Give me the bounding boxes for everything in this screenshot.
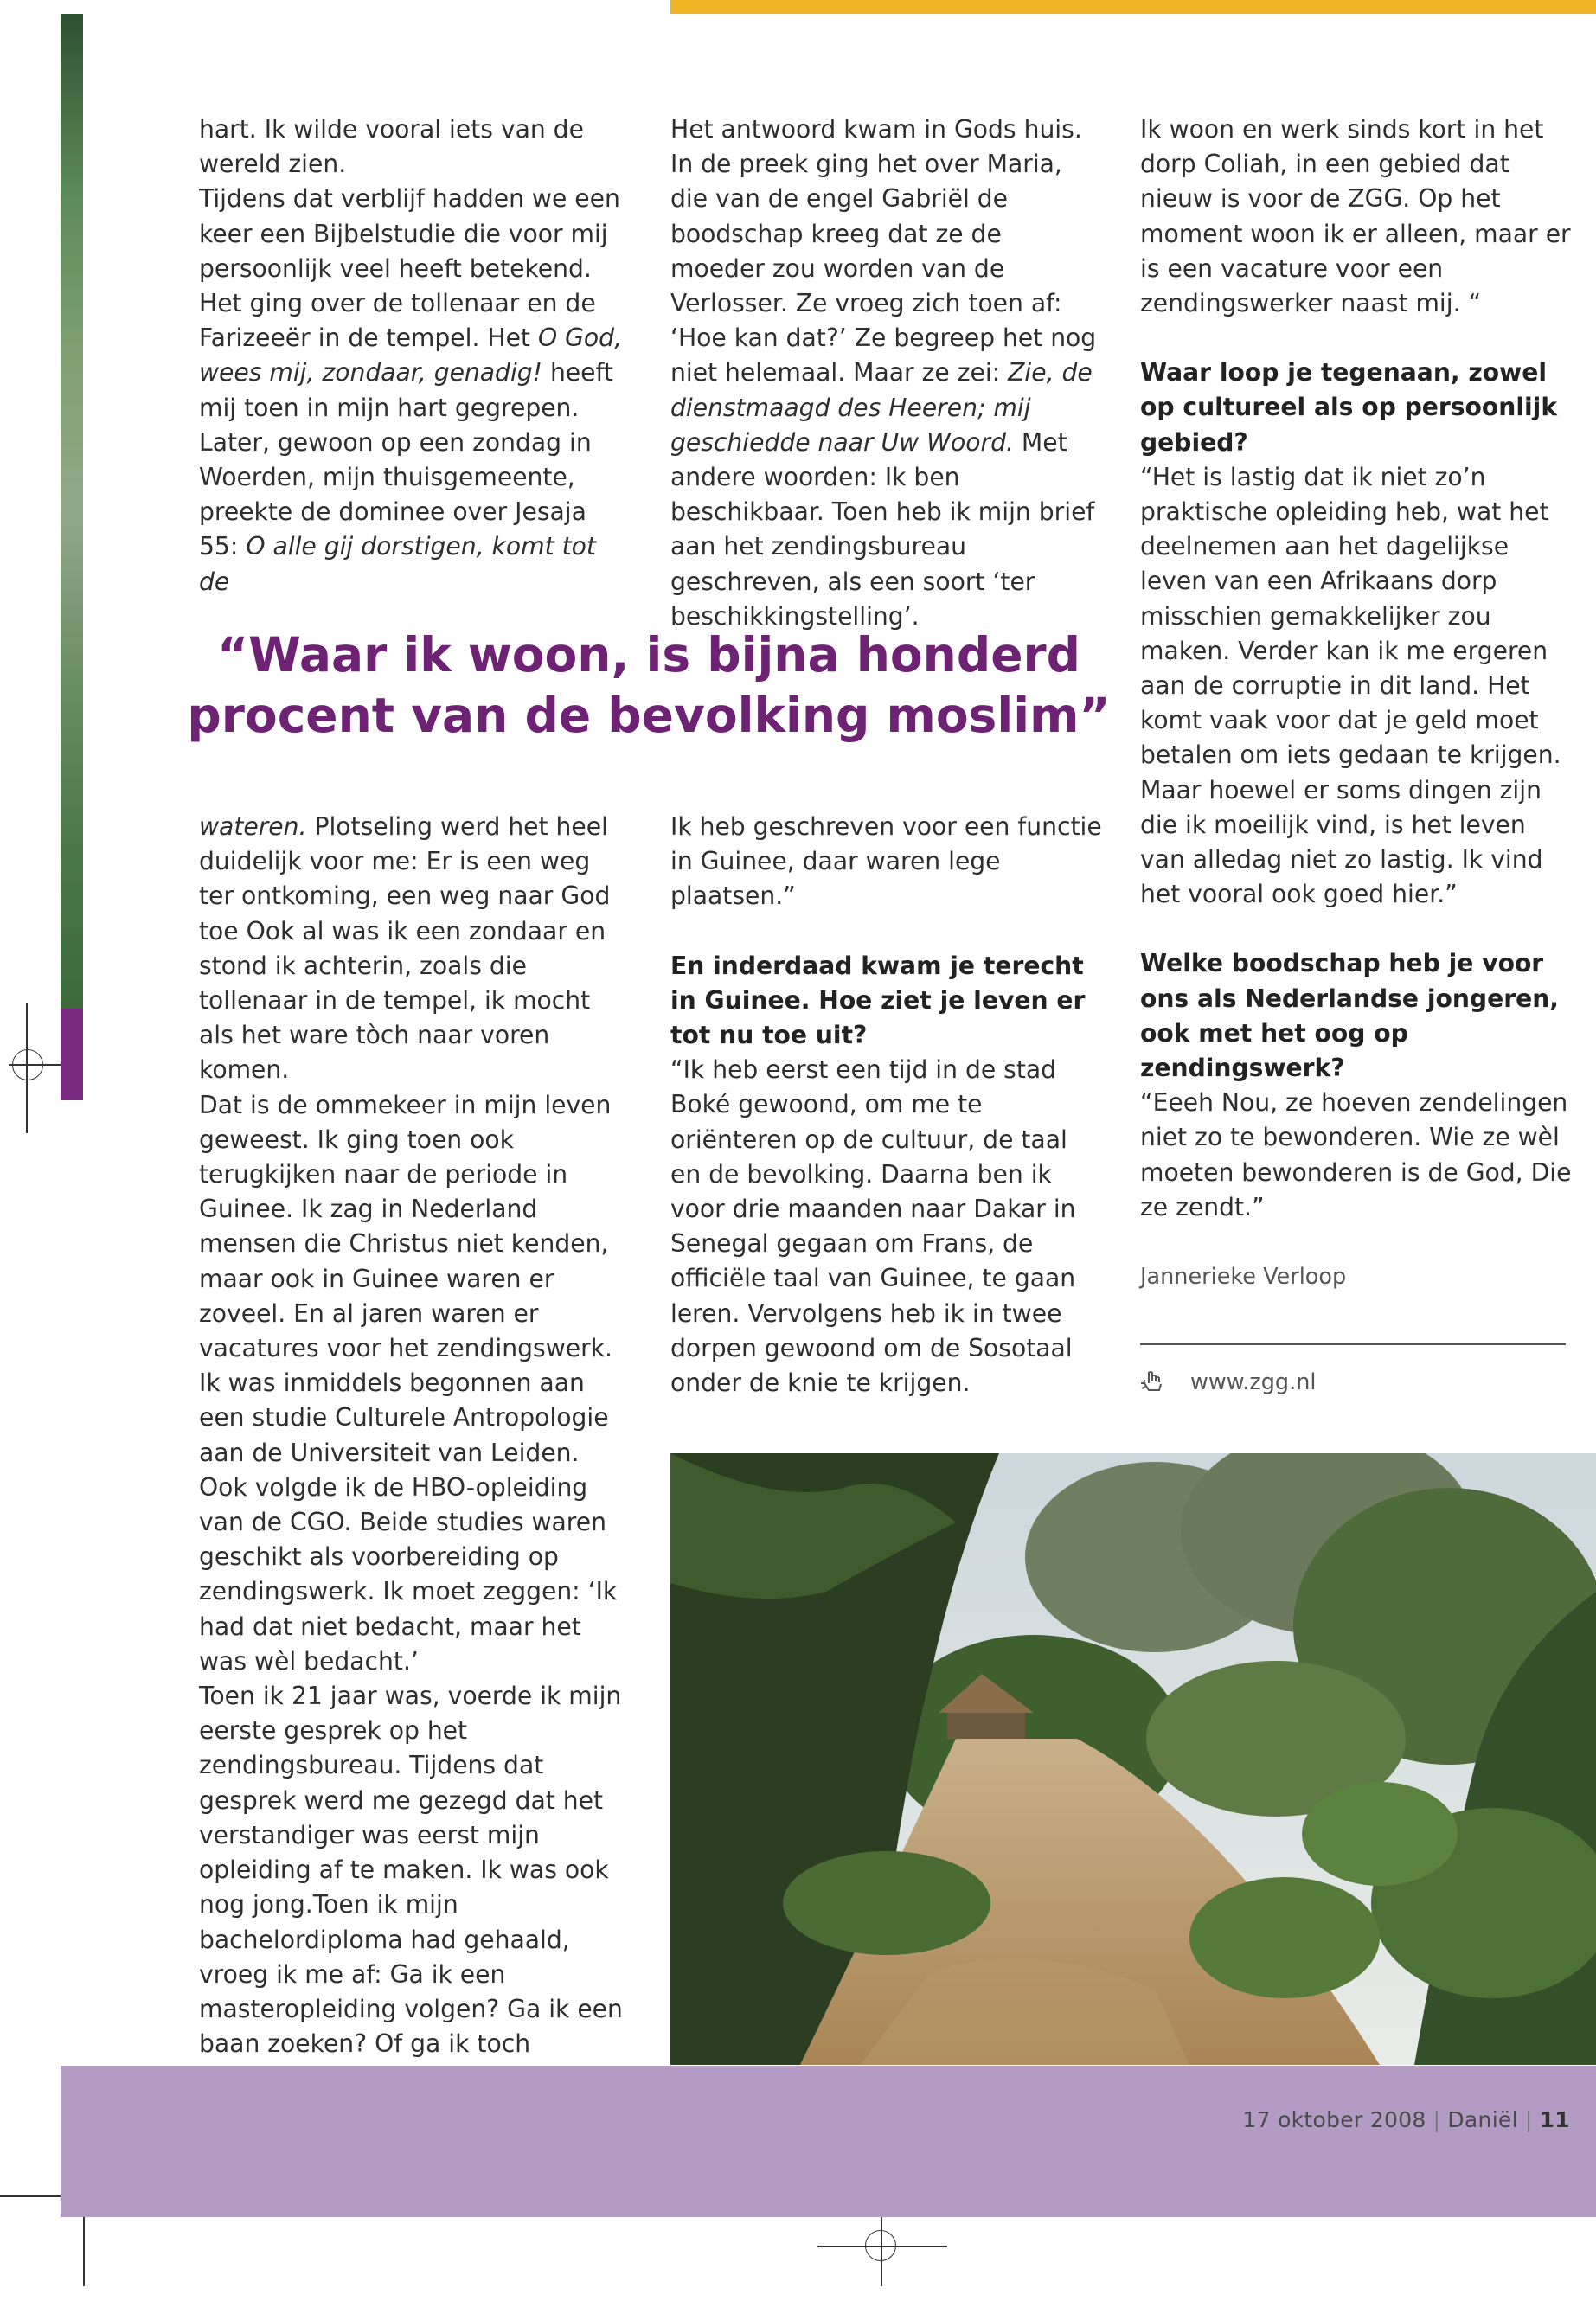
paragraph: Ik heb geschreven voor een functie in Guinee, daar waren lege plaatsen.” xyxy=(670,812,1102,911)
interview-question: Welke boodschap heb je voor ons als Nederlandse jongeren, ook met het oog op zendingswerk? xyxy=(1140,949,1560,1083)
left-accent-block xyxy=(61,1009,83,1100)
village-road-photo xyxy=(670,1453,1596,2065)
pull-quote: “Waar ik woon, is bijna honderd procent van de bevolking moslim” xyxy=(187,627,1111,743)
paragraph: “Eeeh Nou, ze hoeven zendelingen niet zo te bewonderen. Wie ze wèl moeten bewonderen is de God, Die ze zendt.” xyxy=(1140,1088,1572,1221)
website-url[interactable]: www.zgg.nl xyxy=(1190,1369,1317,1395)
paragraph: Het antwoord kwam in Gods huis. In de preek ging het over Maria, die van de engel Gabriël de boodschap kreeg dat ze de moeder zou worden van de Verlosser. Ze vroeg zich toen af: ‘Hoe kan dat?’ Ze begreep het nog niet helemaal. Maar ze zei: Zie, de dienstmaagd des Heeren; mij geschiedde naar Uw Woord. Met andere woorden: Ik ben beschikbaar. Toen heb ik mijn brief aan het zendingsbureau geschreven, als een soort ‘ter beschikkingstelling’. xyxy=(670,115,1097,631)
column-3 xyxy=(1140,112,1573,1294)
top-accent-bar xyxy=(670,0,1596,14)
divider xyxy=(1140,1343,1566,1345)
hand-pointer-icon xyxy=(1140,1369,1170,1395)
paragraph: Ik was inmiddels begonnen aan een studie Culturele Antropologie aan de Universiteit van Leiden. Ook volgde ik de HBO-opleiding van de CGO. Beide studies waren geschikt als voorbereiding op zendingswerk. Ik moet zeggen: ‘Ik had dat niet bedacht, maar het was wèl bedacht.’ xyxy=(199,1368,618,1676)
author-byline: Jannerieke Verloop xyxy=(1140,1264,1347,1291)
column-1-bottom xyxy=(199,810,631,2097)
interview-question: En inderdaad kwam je terecht in Guinee. Hoe ziet je leven er tot nu toe uit? xyxy=(670,951,1086,1050)
left-photo-strip xyxy=(61,14,83,1009)
paragraph: Dat is de ommekeer in mijn leven geweest. Ik ging toen ook terugkijken naar de periode in Guinee. Ik zag in Nederland mensen die Christus niet kenden, maar ook in Guinee waren er zoveel. En al jaren waren er vacatures voor het zendingswerk. xyxy=(199,1090,612,1363)
column-1-top xyxy=(199,112,631,599)
paragraph: Maar hoewel er soms dingen zijn die ik moeilijk vind, is het leven van alledag niet zo lastig. Ik vind het vooral ook goed hier.” xyxy=(1140,775,1543,909)
interview-question: Waar loop je tegenaan, zowel op cultureel als op persoonlijk gebied? xyxy=(1140,358,1558,457)
page-number: 11 xyxy=(1539,2107,1570,2132)
paragraph: hart. Ik wilde vooral iets van de wereld zien. Tijdens dat verblijf hadden we een keer een Bijbelstudie die voor mij persoonlijk veel heeft betekend. Het ging over de tollenaar en de Farizeeër in de tempel. Het O God, wees mij, zondaar, genadig! heeft mij toen in mijn hart gegrepen. Later, gewoon op een zondag in Woerden, mijn thuisgemeente, preekte de dominee over Jesaja 55: O alle gij dorstigen, komt tot de xyxy=(199,115,623,596)
paragraph: “Het is lastig dat ik niet zo’n praktische opleiding heb, wat het deelnemen aan het dagelijkse leven van een Afrikaans dorp misschien gemakkelijker zou maken. Verder kan ik me ergeren aan de corruptie in dit land. Het komt vaak voor dat je geld moet betalen om iets gedaan te krijgen. xyxy=(1140,462,1561,770)
paragraph: Toen ik 21 jaar was, voerde ik mijn eerste gesprek op het zendingsbureau. Tijdens dat gesprek werd me gezegd dat het verstandiger was eerst mijn opleiding af te maken. Ik was ook nog jong.Toen ik mijn bachelordiploma had gehaald, vroeg ik me af: Ga ik een masteropleiding volgen? Ga ik een baan zoeken? Of ga ik toch xyxy=(199,1682,623,2059)
column-2-bottom xyxy=(670,810,1103,1400)
issue-date: 17 oktober 2008 xyxy=(1242,2107,1426,2132)
footer-band xyxy=(61,2066,1596,2217)
paragraph: Ik woon en werk sinds kort in het dorp Coliah, in een gebied dat nieuw is voor de ZGG. Op het moment woon ik er alleen, maar er is een vacature voor een zendingswerker naast mij. “ xyxy=(1140,115,1571,318)
paragraph: “Ik heb eerst een tijd in de stad Boké gewoond, om me te oriënteren op de cultuur, de taal en de bevolking. Daarna ben ik voor drie maanden naar Dakar in Senegal gegaan om Frans, de officiële taal van Guinee, te gaan leren. Vervolgens heb ik in twee dorpen gewoond om de Sosotaal onder de knie te krijgen. xyxy=(670,1055,1076,1398)
page-footer: 17 oktober 2008 | Daniël | 11 xyxy=(1242,2107,1570,2132)
magazine-name: Daniël xyxy=(1447,2107,1518,2132)
column-2-top xyxy=(670,112,1103,634)
paragraph: wateren. Plotseling werd het heel duidelijk voor me: Er is een weg ter ontkoming, een weg naar God toe Ook al was ik een zondaar en stond ik achterin, zoals die tollenaar in de tempel, ik mocht als het ware tòch naar voren komen. xyxy=(199,812,611,1085)
website-link[interactable] xyxy=(1140,1369,1316,1395)
